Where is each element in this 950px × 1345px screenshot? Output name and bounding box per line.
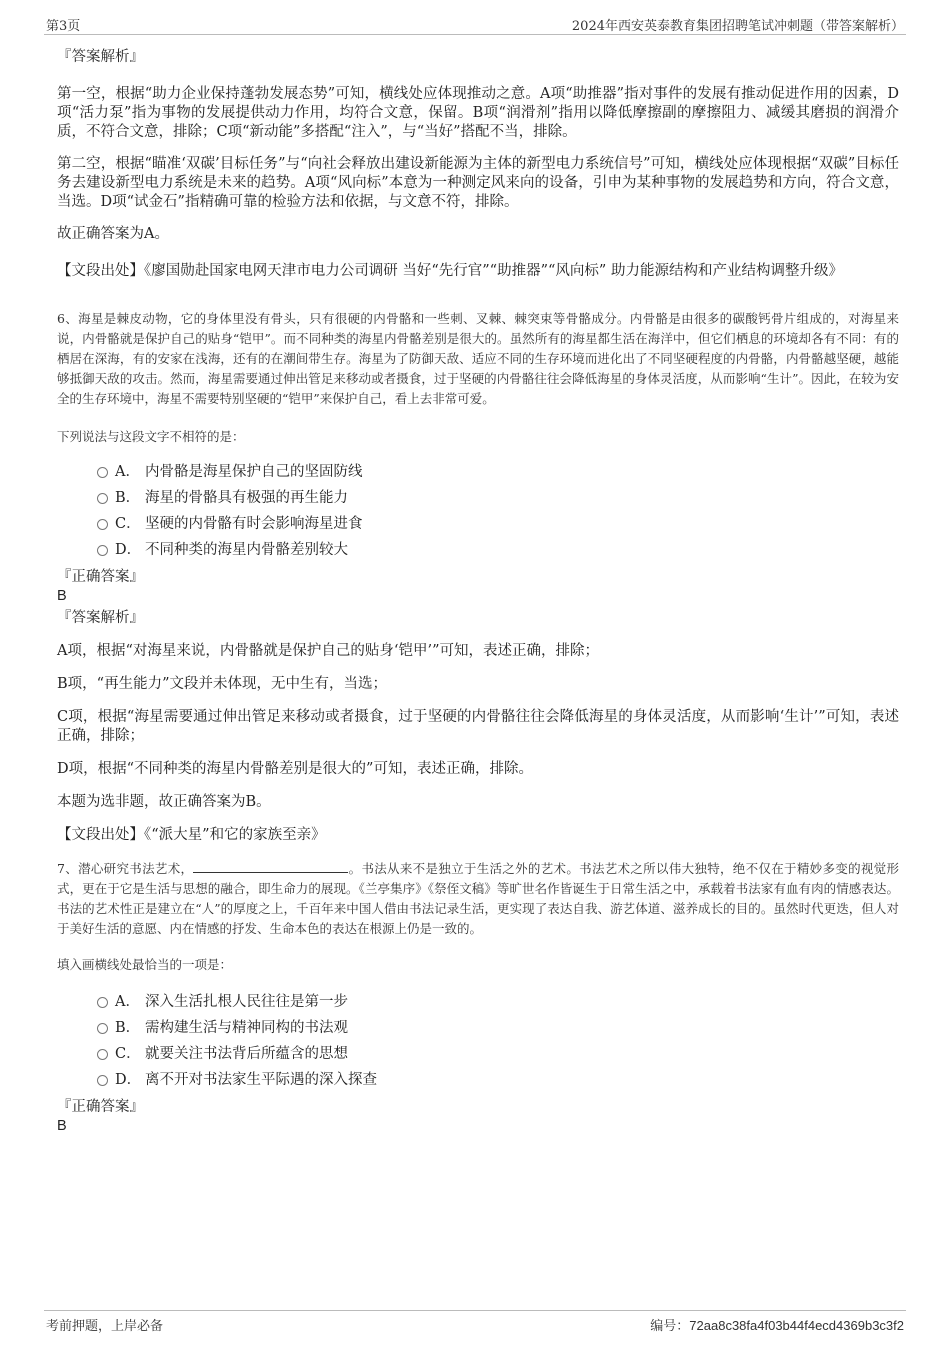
q6-options — [57, 459, 899, 563]
option-text: 深入生活扎根人民往往是第一步 — [145, 994, 348, 1010]
q6-conclusion: 本题为选非题，故正确答案为B。 — [57, 794, 271, 810]
q6-option-d[interactable] — [57, 537, 899, 563]
q6-source: 【文段出处】《“派大星”和它的家族至亲》 — [57, 827, 326, 843]
option-text: 海星的骨骼具有极强的再生能力 — [145, 490, 348, 506]
radio-icon[interactable] — [97, 1023, 108, 1034]
footer-code-label: 编号： — [650, 1319, 690, 1334]
q6-prompt: 下列说法与这段文字不相符的是： — [57, 429, 245, 444]
footer-slogan: 考前押题，上岸必备 — [46, 1319, 164, 1334]
radio-icon[interactable] — [97, 545, 108, 556]
option-text: 就要关注书法背后所蕴含的思想 — [145, 1046, 348, 1062]
option-text: 内骨骼是海星保护自己的坚固防线 — [145, 464, 363, 480]
option-text: 坚硬的内骨骼有时会影响海星进食 — [145, 516, 363, 532]
q7-options — [57, 989, 899, 1093]
q6-analysis-c: C项，根据“海星需要通过伸出管足来移动或者摄食，过于坚硬的内骨骼往往会降低海星的身体灵活度，从而影响‘生计’”可知，表述正确，排除； — [57, 709, 899, 744]
option-text: 不同种类的海星内骨骼差别较大 — [145, 542, 348, 558]
q7-answer-label: 『正确答案』 — [57, 1099, 144, 1115]
radio-icon[interactable] — [97, 467, 108, 478]
q6-analysis-a: A项，根据“对海星来说，内骨骼就是保护自己的贴身‘铠甲’”可知，表述正确，排除； — [57, 643, 600, 659]
option-letter: C． — [115, 1046, 141, 1062]
q6-answer: B — [57, 588, 67, 604]
q7-option-a[interactable] — [57, 989, 899, 1015]
option-text: 离不开对书法家生平际遇的深入探查 — [145, 1072, 377, 1088]
footer-code-value: 72aa8c38fa4f03b44f4ecd4369b3c3f2 — [689, 1318, 904, 1333]
document-title: 2024年西安英泰教育集团招聘笔试冲刺题（带答案解析） — [571, 19, 904, 34]
option-letter: D． — [115, 542, 142, 558]
q6-analysis-d: D项，根据“不同种类的海星内骨骼差别是很大的”可知，表述正确，排除。 — [57, 761, 533, 777]
footer-code — [650, 1315, 904, 1334]
q7-answer: B — [57, 1118, 67, 1134]
q7-passage-start: 7、潜心研究书法艺术， — [57, 861, 194, 876]
radio-icon[interactable] — [97, 997, 108, 1008]
fill-in-blank — [193, 860, 348, 873]
q7-passage — [57, 859, 899, 939]
option-letter: C． — [115, 516, 141, 532]
q7-option-b[interactable] — [57, 1015, 899, 1041]
option-letter: D． — [115, 1072, 142, 1088]
q5-analysis-para-1: 第一空，根据“助力企业保持蓬勃发展态势”可知，横线处应体现推动之意。A项“助推器”指对事件的发展有推动促进作用的因素，D项“活力泵”指为事物的发展提供动力作用，均符合文意，保留。B项“润滑剂”指用以降低摩擦副的摩擦阻力、减缓其磨损的润滑介质，不符合文意，排除；C项“新动能”多搭配“注入”，与“当好”搭配不当，排除。 — [57, 86, 899, 140]
radio-icon[interactable] — [97, 1049, 108, 1060]
option-letter: A． — [115, 994, 140, 1010]
q6-passage: 6、海星是棘皮动物，它的身体里没有骨头，只有很硬的内骨骼和一些刺、叉棘、棘突束等骨骼成分。内骨骼是由很多的碳酸钙骨片组成的，对海星来说，内骨骼就是保护自己的贴身“铠甲”。而不同种类的海星内骨骼差别是很大的。虽然所有的海星都生活在海洋中，但它们栖息的环境却各有不同：有的栖居在深海，有的安家在浅海，还有的在潮间带生存。海星为了防御天敌、适应不同的生存环境而进化出了不同坚硬程度的内骨骼，内骨骼越坚硬，越能够抵御天敌的攻击。然而，海星需要通过伸出管足来移动或者摄食，过于坚硬的内骨骼往往会降低海星的身体灵活度，从而影响“生计”。因此，在较为安全的生存环境中，海星不需要特别坚硬的“铠甲”来保护自己，看上去非常可爱。 — [57, 311, 899, 406]
q5-conclusion: 故正确答案为A。 — [57, 226, 169, 242]
q7-option-c[interactable] — [57, 1041, 899, 1067]
q6-answer-label: 『正确答案』 — [57, 569, 144, 585]
page-number: 第3页 — [46, 19, 81, 34]
q5-source: 【文段出处】《廖国勋赴国家电网天津市电力公司调研 当好“先行官”“助推器”“风向标” 助力能源结构和产业结构调整升级》 — [57, 263, 843, 279]
q6-option-a[interactable] — [57, 459, 899, 485]
radio-icon[interactable] — [97, 493, 108, 504]
q7-option-d[interactable] — [57, 1067, 899, 1093]
option-letter: B． — [115, 1020, 141, 1036]
option-letter: B． — [115, 490, 141, 506]
radio-icon[interactable] — [97, 519, 108, 530]
option-letter: A． — [115, 464, 140, 480]
page-header — [44, 12, 906, 35]
q5-analysis-label: 『答案解析』 — [57, 49, 144, 65]
q7-prompt: 填入画横线处最恰当的一项是： — [57, 957, 233, 972]
q6-analysis-b: B项，“再生能力”文段并未体现，无中生有，当选； — [57, 676, 387, 692]
q6-analysis-label: 『答案解析』 — [57, 610, 144, 626]
page-footer — [44, 1310, 906, 1333]
q7-passage-rest: 。书法从来不是独立于生活之外的艺术。书法艺术之所以伟大独特，绝不仅在于精妙多变的视觉形式，更在于它是生活与思想的融合，即生命力的展现。《兰亭集序》《祭侄文稿》等旷世名作皆诞生于日常生活之中，承载着书法家有血有肉的情感表达。书法的艺术性正是建立在“人”的厚度之上，千百年来中国人借由书法记录生活，更实现了表达自我、游艺体道、滋养成长的目的。虽然时代更迭，但人对于美好生活的意愿、内在情感的抒发、生命本色的表达在根源上仍是一致的。 — [57, 861, 899, 936]
q5-analysis-para-2: 第二空，根据“瞄准‘双碳’目标任务”与“向社会释放出建设新能源为主体的新型电力系统信号”可知，横线处应体现根据“双碳”目标任务去建设新型电力系统是未来的趋势。A项“风向标”本意为一种测定风来向的设备，引申为某种事物的发展趋势和方向，符合文意，当选。D项“试金石”指精确可靠的检验方法和依据，与文意不符，排除。 — [57, 156, 899, 210]
page-content — [57, 40, 899, 1136]
option-text: 需构建生活与精神同构的书法观 — [145, 1020, 348, 1036]
radio-icon[interactable] — [97, 1075, 108, 1086]
q6-option-b[interactable] — [57, 485, 899, 511]
q6-option-c[interactable] — [57, 511, 899, 537]
